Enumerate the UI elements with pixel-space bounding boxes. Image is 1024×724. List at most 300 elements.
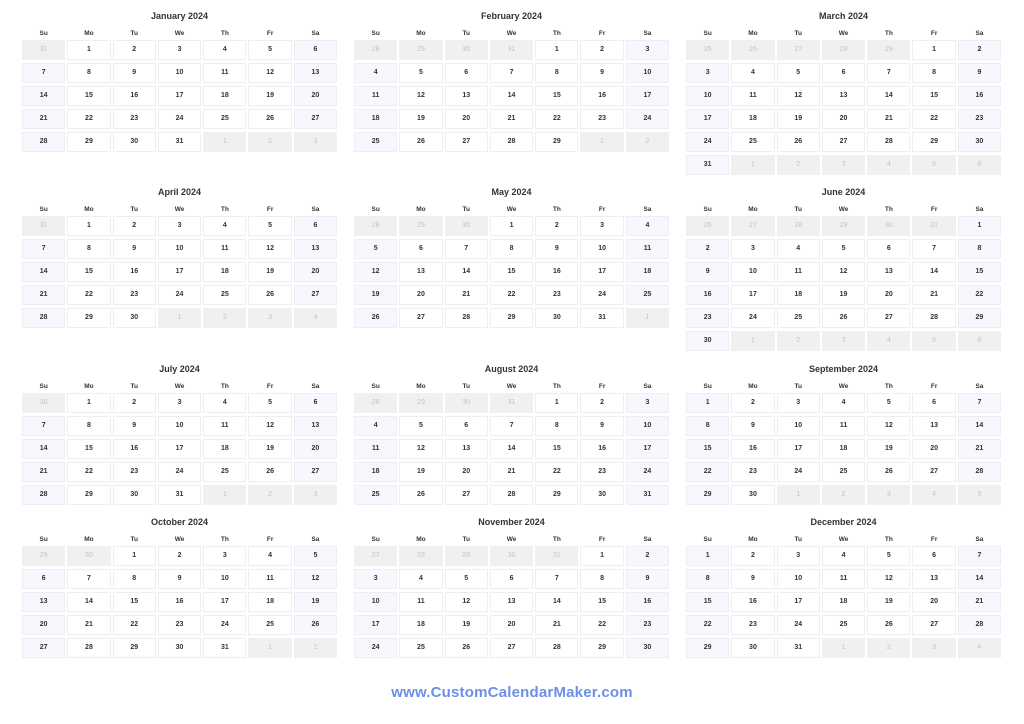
day-cell: 18 — [203, 262, 246, 282]
day-cell-other-month: 1 — [731, 155, 774, 175]
day-cell: 23 — [580, 462, 623, 482]
day-cell: 8 — [67, 63, 110, 83]
day-cell: 20 — [294, 262, 337, 282]
day-cell: 17 — [626, 439, 669, 459]
day-cell: 20 — [294, 86, 337, 106]
day-cell: 2 — [731, 393, 774, 413]
day-cell: 12 — [248, 239, 291, 259]
day-cell: 13 — [294, 239, 337, 259]
month-calendar — [353, 512, 670, 661]
weekday-label: Sa — [975, 383, 984, 390]
day-cell: 15 — [958, 262, 1001, 282]
day-cell: 6 — [445, 416, 488, 436]
day-cell: 10 — [686, 86, 729, 106]
day-cell: 1 — [686, 393, 729, 413]
day-cell: 11 — [731, 86, 774, 106]
day-cell: 22 — [535, 462, 578, 482]
day-cell-other-month: 3 — [822, 155, 865, 175]
day-cell: 1 — [67, 393, 110, 413]
day-cell: 27 — [399, 308, 442, 328]
day-cell-other-month: 4 — [912, 485, 955, 505]
day-cell: 17 — [203, 592, 246, 612]
day-cell: 31 — [686, 155, 729, 175]
weekday-label: Tu — [462, 30, 470, 37]
week-row — [353, 638, 670, 661]
weekday-label: Fr — [598, 536, 606, 543]
day-cell: 24 — [731, 308, 774, 328]
day-cell: 3 — [354, 569, 397, 589]
day-cell: 16 — [113, 439, 156, 459]
day-cell-other-month: 26 — [731, 40, 774, 60]
day-cell: 2 — [113, 393, 156, 413]
weekday-label: Fr — [930, 536, 938, 543]
day-cell: 21 — [535, 615, 578, 635]
week-row — [353, 285, 670, 308]
day-cell: 7 — [867, 63, 910, 83]
day-cell: 28 — [958, 462, 1001, 482]
weekday-header — [21, 381, 338, 393]
day-cell: 1 — [686, 546, 729, 566]
month-title: September 2024 — [809, 364, 879, 374]
day-cell: 24 — [626, 109, 669, 129]
day-cell: 4 — [203, 40, 246, 60]
day-cell: 10 — [203, 569, 246, 589]
day-cell: 10 — [626, 416, 669, 436]
day-cell: 2 — [958, 40, 1001, 60]
day-cell: 15 — [535, 439, 578, 459]
weekday-label: Th — [552, 536, 561, 543]
day-cell: 28 — [867, 132, 910, 152]
day-cell: 5 — [399, 416, 442, 436]
day-cell-other-month: 30 — [445, 393, 488, 413]
day-cell: 13 — [912, 569, 955, 589]
day-cell-other-month: 3 — [912, 638, 955, 658]
day-cell: 25 — [731, 132, 774, 152]
day-cell: 7 — [22, 416, 65, 436]
day-cell: 4 — [626, 216, 669, 236]
day-cell: 23 — [580, 109, 623, 129]
day-cell: 30 — [113, 132, 156, 152]
day-cell: 24 — [354, 638, 397, 658]
day-cell: 26 — [445, 638, 488, 658]
day-cell: 21 — [22, 462, 65, 482]
day-cell: 22 — [67, 109, 110, 129]
day-cell: 2 — [731, 546, 774, 566]
day-cell: 23 — [686, 308, 729, 328]
day-cell: 11 — [203, 63, 246, 83]
month-title: February 2024 — [481, 11, 543, 21]
week-row — [21, 86, 338, 109]
weekday-header — [685, 28, 1002, 40]
weekday-header — [21, 204, 338, 216]
day-cell: 26 — [399, 132, 442, 152]
day-cell-other-month: 5 — [912, 155, 955, 175]
day-cell: 18 — [203, 86, 246, 106]
day-cell: 17 — [777, 592, 820, 612]
day-cell: 13 — [294, 63, 337, 83]
month-calendar — [685, 512, 1002, 661]
day-cell: 26 — [867, 615, 910, 635]
day-cell-other-month: 30 — [445, 40, 488, 60]
day-cell: 21 — [912, 285, 955, 305]
weekday-label: Mo — [416, 206, 426, 213]
day-cell: 8 — [113, 569, 156, 589]
day-cell: 24 — [158, 109, 201, 129]
day-cell-other-month: 30 — [490, 546, 533, 566]
day-cell: 4 — [777, 239, 820, 259]
day-cell: 12 — [294, 569, 337, 589]
week-row — [685, 592, 1002, 615]
day-cell: 25 — [626, 285, 669, 305]
week-row — [353, 262, 670, 285]
day-cell: 9 — [731, 416, 774, 436]
day-cell: 14 — [535, 592, 578, 612]
day-cell: 2 — [113, 216, 156, 236]
day-cell: 4 — [822, 393, 865, 413]
week-row — [353, 592, 670, 615]
day-cell-other-month: 3 — [294, 485, 337, 505]
day-cell: 3 — [731, 239, 774, 259]
day-cell-other-month: 4 — [867, 331, 910, 351]
day-cell-other-month: 28 — [777, 216, 820, 236]
weekday-label: Mo — [748, 536, 758, 543]
week-row — [21, 239, 338, 262]
day-cell-other-month: 29 — [399, 216, 442, 236]
week-row — [21, 40, 338, 63]
day-cell-other-month: 29 — [445, 546, 488, 566]
day-cell-other-month: 31 — [22, 40, 65, 60]
day-cell: 5 — [399, 63, 442, 83]
week-row — [21, 416, 338, 439]
week-row — [685, 615, 1002, 638]
day-cell: 25 — [822, 615, 865, 635]
week-row — [21, 485, 338, 508]
weekday-label: Th — [884, 206, 893, 213]
day-cell: 29 — [686, 638, 729, 658]
week-row — [685, 216, 1002, 239]
week-row — [353, 308, 670, 331]
week-row — [353, 439, 670, 462]
day-cell: 17 — [158, 439, 201, 459]
weekday-label: Th — [220, 536, 229, 543]
day-cell-other-month: 31 — [912, 216, 955, 236]
weekday-label: Th — [220, 30, 229, 37]
week-row — [21, 569, 338, 592]
day-cell-other-month: 2 — [203, 308, 246, 328]
weekday-label: We — [838, 206, 849, 213]
day-cell: 24 — [580, 285, 623, 305]
day-cell-other-month: 1 — [580, 132, 623, 152]
day-cell: 12 — [248, 63, 291, 83]
weekday-header — [685, 204, 1002, 216]
day-cell-other-month: 2 — [626, 132, 669, 152]
day-cell: 1 — [113, 546, 156, 566]
day-cell: 6 — [294, 393, 337, 413]
day-cell: 27 — [867, 308, 910, 328]
week-row — [21, 109, 338, 132]
month-title: November 2024 — [478, 517, 545, 527]
weekday-label: Tu — [130, 206, 138, 213]
day-cell: 16 — [113, 262, 156, 282]
weekday-label: Sa — [311, 30, 320, 37]
week-row — [21, 638, 338, 661]
day-cell: 12 — [399, 439, 442, 459]
weekday-label: Sa — [975, 206, 984, 213]
week-row — [685, 132, 1002, 155]
day-cell: 2 — [686, 239, 729, 259]
week-row — [21, 462, 338, 485]
day-cell: 29 — [490, 308, 533, 328]
month-title: April 2024 — [158, 187, 202, 197]
day-cell: 2 — [535, 216, 578, 236]
day-cell-other-month: 29 — [399, 40, 442, 60]
day-cell-other-month: 2 — [822, 485, 865, 505]
day-cell: 6 — [294, 40, 337, 60]
day-cell: 2 — [580, 40, 623, 60]
day-cell-other-month: 1 — [822, 638, 865, 658]
day-cell: 31 — [580, 308, 623, 328]
day-cell: 15 — [490, 262, 533, 282]
day-cell: 14 — [490, 439, 533, 459]
day-cell: 31 — [203, 638, 246, 658]
weekday-label: We — [506, 536, 517, 543]
day-cell: 11 — [203, 239, 246, 259]
weekday-label: Th — [220, 383, 229, 390]
day-cell-other-month: 1 — [158, 308, 201, 328]
day-cell: 29 — [958, 308, 1001, 328]
day-cell-other-month: 1 — [626, 308, 669, 328]
day-cell: 14 — [22, 439, 65, 459]
day-cell: 9 — [580, 63, 623, 83]
day-cell: 18 — [822, 439, 865, 459]
day-cell-other-month: 4 — [294, 308, 337, 328]
day-cell: 24 — [686, 132, 729, 152]
day-cell: 1 — [912, 40, 955, 60]
day-cell: 10 — [158, 63, 201, 83]
day-cell: 7 — [445, 239, 488, 259]
day-cell: 10 — [158, 239, 201, 259]
day-cell: 30 — [731, 485, 774, 505]
day-cell: 5 — [248, 393, 291, 413]
day-cell: 13 — [822, 86, 865, 106]
day-cell: 6 — [912, 546, 955, 566]
week-row — [353, 86, 670, 109]
weekday-label: Fr — [598, 206, 606, 213]
week-row — [685, 285, 1002, 308]
week-row — [685, 308, 1002, 331]
day-cell: 25 — [777, 308, 820, 328]
day-cell: 5 — [354, 239, 397, 259]
day-cell: 18 — [399, 615, 442, 635]
month-calendar — [21, 182, 338, 331]
day-cell: 28 — [912, 308, 955, 328]
weekday-header — [685, 381, 1002, 393]
day-cell: 16 — [580, 86, 623, 106]
day-cell: 14 — [22, 86, 65, 106]
day-cell: 27 — [822, 132, 865, 152]
day-cell: 16 — [626, 592, 669, 612]
day-cell: 18 — [777, 285, 820, 305]
weekday-label: Su — [371, 536, 380, 543]
day-cell-other-month: 6 — [958, 331, 1001, 351]
day-cell: 12 — [354, 262, 397, 282]
day-cell: 9 — [113, 239, 156, 259]
day-cell-other-month: 31 — [22, 216, 65, 236]
day-cell: 2 — [113, 40, 156, 60]
week-row — [353, 40, 670, 63]
day-cell: 17 — [626, 86, 669, 106]
day-cell: 9 — [626, 569, 669, 589]
day-cell: 22 — [67, 462, 110, 482]
day-cell: 15 — [67, 262, 110, 282]
weekday-label: Su — [371, 30, 380, 37]
day-cell: 9 — [580, 416, 623, 436]
week-row — [21, 308, 338, 331]
day-cell: 5 — [867, 393, 910, 413]
day-cell: 4 — [248, 546, 291, 566]
day-cell: 13 — [22, 592, 65, 612]
day-cell-other-month: 2 — [294, 638, 337, 658]
month-title: July 2024 — [159, 364, 200, 374]
day-cell: 27 — [490, 638, 533, 658]
day-cell: 27 — [912, 462, 955, 482]
weekday-label: Mo — [84, 536, 94, 543]
day-cell: 12 — [867, 569, 910, 589]
day-cell: 28 — [958, 615, 1001, 635]
week-row — [21, 592, 338, 615]
day-cell: 7 — [22, 63, 65, 83]
day-cell: 11 — [822, 416, 865, 436]
day-cell: 26 — [822, 308, 865, 328]
day-cell: 2 — [626, 546, 669, 566]
day-cell: 27 — [22, 638, 65, 658]
day-cell: 22 — [490, 285, 533, 305]
day-cell: 21 — [958, 592, 1001, 612]
weekday-header — [353, 381, 670, 393]
weekday-label: Su — [703, 30, 712, 37]
day-cell: 16 — [580, 439, 623, 459]
week-row — [353, 63, 670, 86]
day-cell: 27 — [294, 285, 337, 305]
month-title: June 2024 — [821, 187, 866, 197]
day-cell: 6 — [294, 216, 337, 236]
week-row — [21, 393, 338, 416]
day-cell: 19 — [248, 439, 291, 459]
day-cell-other-month: 29 — [822, 216, 865, 236]
day-cell-other-month: 2 — [777, 155, 820, 175]
week-row — [353, 569, 670, 592]
day-cell: 29 — [580, 638, 623, 658]
day-cell: 28 — [535, 638, 578, 658]
day-cell: 1 — [958, 216, 1001, 236]
day-cell: 8 — [67, 416, 110, 436]
day-cell-other-month: 27 — [731, 216, 774, 236]
day-cell: 26 — [248, 462, 291, 482]
day-cell: 1 — [67, 40, 110, 60]
weekday-label: Su — [703, 536, 712, 543]
day-cell: 7 — [958, 393, 1001, 413]
day-cell: 21 — [67, 615, 110, 635]
weekday-label: Tu — [130, 383, 138, 390]
day-cell: 2 — [158, 546, 201, 566]
weekday-label: Th — [552, 206, 561, 213]
day-cell: 9 — [158, 569, 201, 589]
day-cell: 29 — [67, 485, 110, 505]
weekday-label: Th — [552, 30, 561, 37]
day-cell: 30 — [626, 638, 669, 658]
week-row — [21, 546, 338, 569]
day-cell: 25 — [203, 285, 246, 305]
week-row — [353, 462, 670, 485]
weekday-label: Tu — [794, 206, 802, 213]
day-cell: 18 — [822, 592, 865, 612]
day-cell-other-month: 1 — [203, 132, 246, 152]
day-cell: 7 — [490, 416, 533, 436]
day-cell: 24 — [158, 462, 201, 482]
day-cell: 22 — [686, 615, 729, 635]
day-cell: 18 — [626, 262, 669, 282]
day-cell: 17 — [580, 262, 623, 282]
day-cell: 20 — [490, 615, 533, 635]
day-cell: 3 — [203, 546, 246, 566]
week-row — [353, 132, 670, 155]
week-row — [21, 439, 338, 462]
day-cell: 31 — [626, 485, 669, 505]
weekday-header — [353, 28, 670, 40]
weekday-label: Tu — [794, 383, 802, 390]
day-cell: 20 — [294, 439, 337, 459]
day-cell-other-month: 28 — [354, 216, 397, 236]
day-cell: 5 — [822, 239, 865, 259]
footer-website-link[interactable]: www.CustomCalendarMaker.com — [391, 684, 633, 701]
day-cell: 17 — [158, 86, 201, 106]
day-cell: 28 — [490, 485, 533, 505]
weekday-label: Sa — [643, 206, 652, 213]
day-cell-other-month: 3 — [248, 308, 291, 328]
day-cell: 13 — [867, 262, 910, 282]
day-cell: 20 — [912, 439, 955, 459]
day-cell-other-month: 5 — [912, 331, 955, 351]
day-cell: 29 — [67, 308, 110, 328]
day-cell: 30 — [113, 485, 156, 505]
weekday-label: Fr — [598, 383, 606, 390]
day-cell: 20 — [867, 285, 910, 305]
week-row — [685, 63, 1002, 86]
month-title: October 2024 — [151, 517, 209, 527]
day-cell: 16 — [158, 592, 201, 612]
weekday-label: Mo — [748, 30, 758, 37]
day-cell: 18 — [354, 109, 397, 129]
day-cell: 5 — [294, 546, 337, 566]
day-cell: 12 — [445, 592, 488, 612]
day-cell-other-month: 28 — [354, 40, 397, 60]
day-cell: 20 — [22, 615, 65, 635]
weekday-label: We — [838, 30, 849, 37]
month-calendar — [353, 6, 670, 155]
day-cell: 30 — [158, 638, 201, 658]
weekday-label: We — [506, 30, 517, 37]
day-cell: 8 — [535, 63, 578, 83]
weekday-label: Fr — [598, 30, 606, 37]
weekday-label: Sa — [975, 30, 984, 37]
day-cell: 23 — [113, 109, 156, 129]
day-cell: 29 — [535, 485, 578, 505]
day-cell: 14 — [490, 86, 533, 106]
weekday-label: Tu — [794, 30, 802, 37]
week-row — [685, 416, 1002, 439]
month-calendar — [21, 359, 338, 508]
weekday-label: Sa — [643, 383, 652, 390]
